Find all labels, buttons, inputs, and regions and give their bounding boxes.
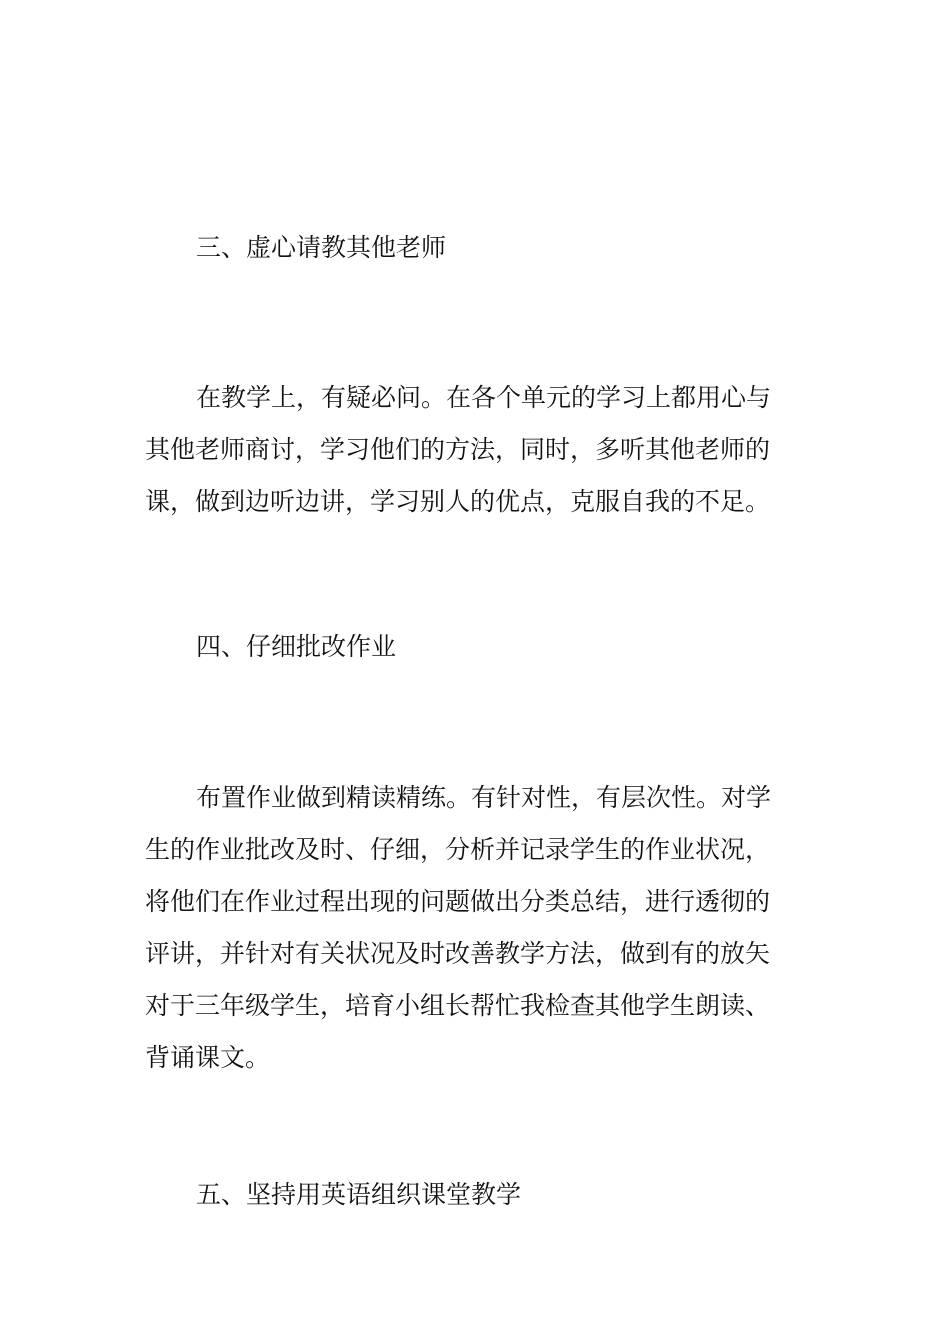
paragraph-line: 对于三年级学生，培育小组长帮忙我检查其他学生朗读、 bbox=[145, 991, 771, 1020]
paragraph-line: 生的作业批改及时、仔细，分析并记录学生的作业状况， bbox=[145, 835, 771, 864]
paragraph-line: 布置作业做到精读精练。有针对性，有层次性。对学 bbox=[196, 783, 772, 812]
paragraph-line: 将他们在作业过程出现的问题做出分类总结，进行透彻的 bbox=[145, 887, 771, 916]
paragraph-line: 评讲，并针对有关状况及时改善教学方法，做到有的放矢 bbox=[145, 939, 771, 968]
section-paragraph-3 bbox=[145, 372, 810, 528]
paragraph-line: 背诵课文。 bbox=[145, 1043, 271, 1072]
section-heading-4: 四、仔细批改作业 bbox=[196, 632, 397, 661]
paragraph-line: 课，做到边听边讲，学习别人的优点，克服自我的不足。 bbox=[145, 487, 771, 516]
paragraph-line: 其他老师商讨，学习他们的方法，同时，多听其他老师的 bbox=[145, 435, 771, 464]
paragraph-line: 在教学上，有疑必问。在各个单元的学习上都用心与 bbox=[196, 383, 772, 412]
section-heading-3: 三、虚心请教其他老师 bbox=[196, 233, 447, 262]
section-heading-5: 五、坚持用英语组织课堂教学 bbox=[196, 1180, 522, 1209]
section-paragraph-4 bbox=[145, 772, 810, 1084]
